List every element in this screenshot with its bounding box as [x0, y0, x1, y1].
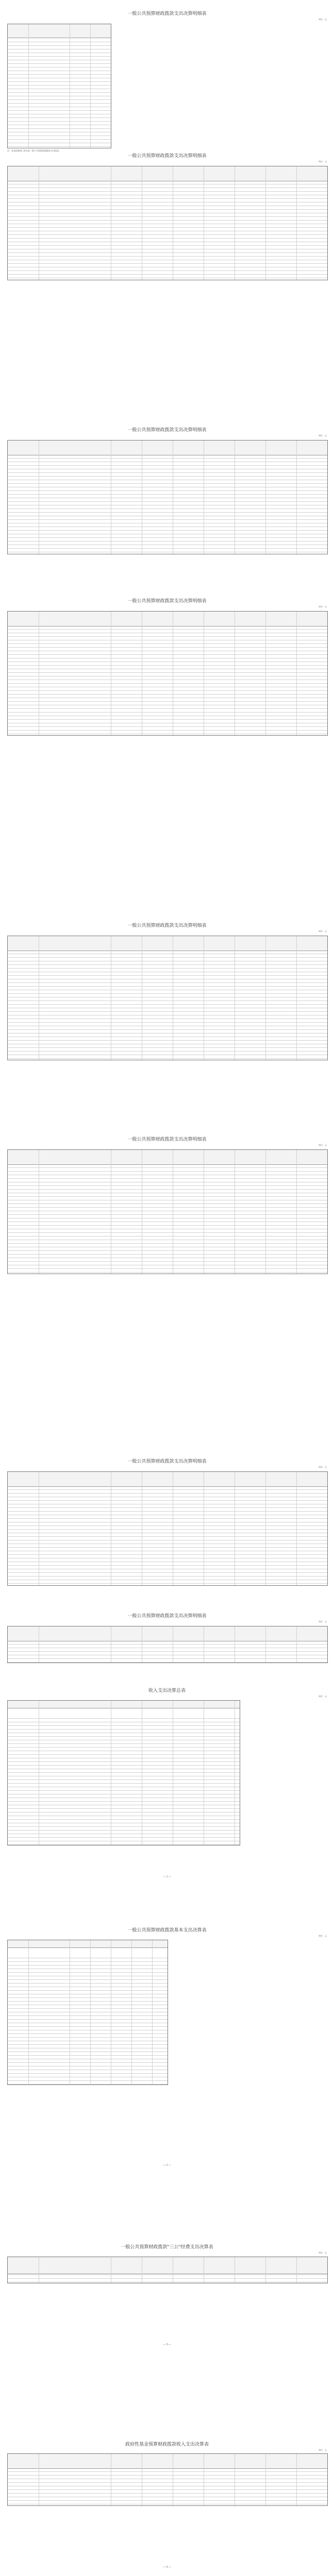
table-row	[8, 730, 327, 731]
unit-label: 单位：元	[319, 18, 327, 21]
basic-expense-table	[7, 1940, 168, 2085]
table-row	[8, 1029, 327, 1030]
budget-table-7	[7, 1471, 328, 1586]
table-column	[296, 1472, 297, 1585]
table-row	[8, 1961, 168, 1962]
table-row	[8, 1051, 327, 1052]
table-row	[8, 139, 111, 140]
budget-table-3	[7, 440, 328, 554]
table-row	[8, 1185, 327, 1186]
budget-section-5	[0, 922, 334, 933]
table-row	[8, 1808, 240, 1809]
table-row	[8, 1004, 327, 1005]
table-row	[8, 647, 327, 648]
table-header	[8, 936, 327, 951]
table-row	[8, 1196, 327, 1197]
table-row	[8, 191, 327, 192]
table-row	[8, 2080, 168, 2081]
table-header	[8, 1150, 327, 1165]
table-row	[8, 99, 111, 100]
table-column	[28, 24, 29, 148]
table-row	[8, 146, 111, 147]
table-column	[265, 166, 266, 280]
table-row	[8, 2062, 168, 2063]
table-row	[8, 2475, 327, 2476]
table-row	[8, 245, 327, 246]
unit-label: 单位：元	[319, 434, 327, 437]
table-column	[296, 1150, 297, 1274]
unit-label: 单位：元	[319, 1144, 327, 1146]
table-row	[8, 2019, 168, 2020]
table-row	[8, 1658, 327, 1659]
table-row	[8, 2044, 168, 2045]
table-row	[8, 2001, 168, 2002]
budget-table-5	[7, 936, 328, 1060]
table-row	[8, 1743, 240, 1744]
table-row	[8, 1047, 327, 1048]
section-title: 一般公共预算财政拨款"三公"经费支出决算表	[121, 2245, 213, 2250]
table-row	[8, 1268, 327, 1269]
unit-label: 单位：元	[319, 605, 327, 608]
table-row	[8, 1736, 240, 1737]
table-row	[8, 2008, 168, 2009]
table-row	[8, 1058, 327, 1059]
table-row	[8, 2493, 327, 2494]
table-row	[8, 2073, 168, 2074]
section-title: 一般公共预算财政拨款支出决算明细表	[127, 154, 207, 159]
unit-label: 单位：元	[319, 1935, 327, 1937]
table-row	[8, 92, 111, 93]
table-row	[8, 1979, 168, 1980]
table-row	[8, 1761, 240, 1762]
table-header	[8, 1626, 327, 1641]
section-title: 一般公共预算财政拨款支出决算明细表	[127, 923, 207, 928]
table-column	[265, 1626, 266, 1663]
table-row	[8, 968, 327, 969]
table-column	[90, 1940, 91, 2084]
table-row	[8, 1254, 327, 1255]
table-row	[8, 1651, 327, 1652]
unit-label: 单位：元	[319, 1620, 327, 1623]
table-row	[8, 256, 327, 257]
table-column	[265, 1472, 266, 1585]
budget-table-6	[7, 1149, 328, 1274]
table-row	[8, 216, 327, 217]
table-row	[8, 986, 327, 987]
table-row	[8, 2037, 168, 2038]
table-row	[8, 1225, 327, 1226]
table-row	[8, 1536, 327, 1537]
table-row	[8, 1189, 327, 1190]
table-row	[8, 1783, 240, 1784]
table-row	[8, 629, 327, 630]
table-column	[265, 2257, 266, 2283]
table-row	[8, 220, 327, 221]
table-row	[8, 712, 327, 713]
table-row	[8, 726, 327, 727]
table-row	[8, 483, 327, 484]
table-row	[8, 548, 327, 549]
table-row	[8, 274, 327, 275]
table-header	[8, 2257, 327, 2274]
budget-table-1	[7, 24, 111, 148]
table-header	[8, 24, 111, 38]
table-row	[8, 1547, 327, 1548]
budget-section-2	[0, 152, 334, 163]
table-row	[8, 975, 327, 976]
table-row	[8, 2489, 327, 2490]
table-row	[8, 1990, 168, 1991]
table-row	[8, 1725, 240, 1726]
table-column	[265, 440, 266, 554]
table-row	[8, 530, 327, 531]
table-column	[296, 612, 297, 735]
table-column	[296, 936, 297, 1060]
budget-section-1	[0, 10, 334, 21]
table-row	[8, 636, 327, 637]
unit-label: 单位：元	[319, 930, 327, 933]
table-row	[8, 1232, 327, 1233]
table-row	[8, 2055, 168, 2056]
table-row	[8, 512, 327, 513]
page-number: — 2 —	[163, 2164, 171, 2167]
table-row	[8, 1837, 240, 1838]
table-row	[8, 1040, 327, 1041]
section-title: 一般公共预算财政拨款支出决算明细表	[127, 11, 207, 16]
table-header	[8, 166, 327, 181]
section-title: 一般公共预算财政拨款支出决算明细表	[127, 599, 207, 604]
table-row	[8, 1167, 327, 1168]
table-column	[28, 1940, 29, 2084]
table-row	[8, 1178, 327, 1179]
budget-table-2	[7, 166, 328, 280]
table-row	[8, 993, 327, 994]
table-column	[265, 1150, 266, 1274]
table-row	[8, 494, 327, 495]
table-row	[8, 1572, 327, 1573]
table-header	[8, 612, 327, 626]
table-row	[8, 263, 327, 264]
gov-fund-section	[0, 2441, 334, 2452]
table-row	[8, 964, 327, 965]
table-row	[8, 1644, 327, 1645]
table-row	[8, 476, 327, 477]
table-row	[8, 1529, 327, 1530]
table-row	[8, 227, 327, 228]
table-row	[8, 1565, 327, 1566]
table-column	[131, 1940, 132, 2084]
section-title: 一般公共预算财政拨款支出决算明细表	[127, 1459, 207, 1464]
table-row	[8, 110, 111, 111]
table-row	[8, 1171, 327, 1172]
table-row	[8, 103, 111, 104]
table-row	[8, 1576, 327, 1577]
table-row	[8, 2482, 327, 2483]
table-row	[8, 198, 327, 199]
table-row	[8, 1747, 240, 1748]
table-row	[8, 1272, 327, 1273]
table-note: 注：本表反映部门本年度一般公共预算财政拨款支出情况。	[7, 149, 61, 152]
budget-section-8	[0, 1613, 334, 1623]
section-title: 收入支出决算总表	[148, 1688, 186, 1693]
table-column	[152, 1940, 153, 2084]
table-row	[8, 708, 327, 709]
table-row	[8, 238, 327, 239]
table-row	[8, 1207, 327, 1208]
table-row	[8, 1790, 240, 1791]
table-row	[8, 665, 327, 666]
unit-label: 单位：元	[319, 1695, 327, 1698]
table-row	[8, 234, 327, 235]
table-column	[296, 2257, 297, 2283]
table-row	[8, 490, 327, 491]
table-row	[8, 654, 327, 655]
table-header	[8, 440, 327, 455]
budget-section-7	[0, 1458, 334, 1469]
table-row	[8, 1214, 327, 1215]
table-row	[8, 63, 111, 64]
table-row	[8, 957, 327, 958]
table-row	[8, 1011, 327, 1012]
table-row	[8, 1500, 327, 1501]
table-row	[8, 1243, 327, 1244]
table-row	[8, 1583, 327, 1584]
table-column	[265, 936, 266, 1060]
page-number: — 1 —	[163, 1875, 171, 1878]
page-number: — 3 —	[163, 2343, 171, 2346]
gov-fund-table	[7, 2453, 328, 2506]
table-row	[8, 121, 111, 122]
section-title: 一般公共预算财政拨款基本支出决算表	[127, 1928, 207, 1933]
table-row	[8, 209, 327, 210]
budget-section-3	[0, 427, 334, 437]
unit-label: 单位：元	[319, 2251, 327, 2254]
table-row	[8, 1662, 327, 1663]
table-row	[8, 1830, 240, 1831]
table-row	[8, 85, 111, 86]
section-title: 一般公共预算财政拨款支出决算明细表	[127, 1137, 207, 1142]
table-row	[8, 2500, 327, 2501]
table-row	[8, 458, 327, 459]
unit-label: 单位：元	[319, 1466, 327, 1468]
table-row	[8, 1772, 240, 1773]
table-header	[8, 1472, 327, 1487]
table-row	[8, 74, 111, 75]
table-column	[296, 2454, 297, 2505]
three-public-section	[0, 2244, 334, 2255]
table-row	[8, 472, 327, 473]
comprehensive-table	[7, 1700, 240, 1845]
three-public-table	[7, 2257, 328, 2283]
table-row	[8, 45, 111, 46]
table-row	[8, 2033, 168, 2034]
table-row	[8, 117, 111, 118]
table-row	[8, 982, 327, 983]
table-row	[8, 1507, 327, 1508]
table-row	[8, 537, 327, 538]
table-row	[8, 1518, 327, 1519]
table-row	[8, 519, 327, 520]
budget-table-4	[7, 611, 328, 736]
table-row	[8, 1493, 327, 1494]
table-row	[8, 1983, 168, 1984]
table-row	[8, 501, 327, 502]
table-row	[8, 719, 327, 720]
table-row	[8, 672, 327, 673]
table-row	[8, 1972, 168, 1973]
table-row	[8, 1819, 240, 1820]
table-row	[8, 1261, 327, 1262]
unit-label: 单位：元	[319, 2449, 327, 2451]
table-column	[265, 612, 266, 735]
table-row	[8, 1022, 327, 1023]
unit-label: 单位：元	[319, 160, 327, 163]
budget-section-4	[0, 598, 334, 608]
table-column	[296, 1626, 297, 1663]
table-row	[8, 690, 327, 691]
table-row	[8, 270, 327, 271]
table-row	[8, 1801, 240, 1802]
table-row	[8, 643, 327, 644]
table-row	[8, 1511, 327, 1512]
budget-table-8	[7, 1626, 328, 1663]
page-number: — 4 —	[163, 2566, 171, 2569]
table-row	[8, 701, 327, 702]
table-header	[8, 1940, 168, 1948]
table-column	[265, 2454, 266, 2505]
budget-section-6	[0, 1136, 334, 1147]
table-row	[8, 1554, 327, 1555]
table-row	[8, 1754, 240, 1755]
table-row	[8, 135, 111, 136]
table-header	[8, 1701, 240, 1708]
table-row	[8, 465, 327, 466]
table-header	[8, 2454, 327, 2469]
table-row	[8, 683, 327, 684]
table-row	[8, 1765, 240, 1766]
section-title: 政府性基金预算财政拨款收入支出决算表	[125, 2442, 209, 2447]
comprehensive-section	[0, 1687, 334, 1698]
section-title: 一般公共预算财政拨款支出决算明细表	[127, 1614, 207, 1619]
table-row	[8, 81, 111, 82]
table-row	[8, 2026, 168, 2027]
table-column	[296, 440, 297, 554]
basic-expense-section	[0, 1927, 334, 1938]
table-row	[8, 1844, 240, 1845]
table-row	[8, 56, 111, 57]
table-row	[8, 128, 111, 129]
table-row	[8, 2278, 327, 2279]
table-row	[8, 1489, 327, 1490]
table-row	[8, 252, 327, 253]
table-column	[90, 24, 91, 148]
table-row	[8, 1729, 240, 1730]
table-column	[296, 166, 297, 280]
table-row	[8, 2015, 168, 2016]
table-row	[8, 2471, 327, 2472]
table-row	[8, 1250, 327, 1251]
section-title: 一般公共预算财政拨款支出决算明细表	[127, 428, 207, 433]
table-row	[8, 1826, 240, 1827]
table-row	[8, 1718, 240, 1719]
table-row	[8, 1997, 168, 1998]
